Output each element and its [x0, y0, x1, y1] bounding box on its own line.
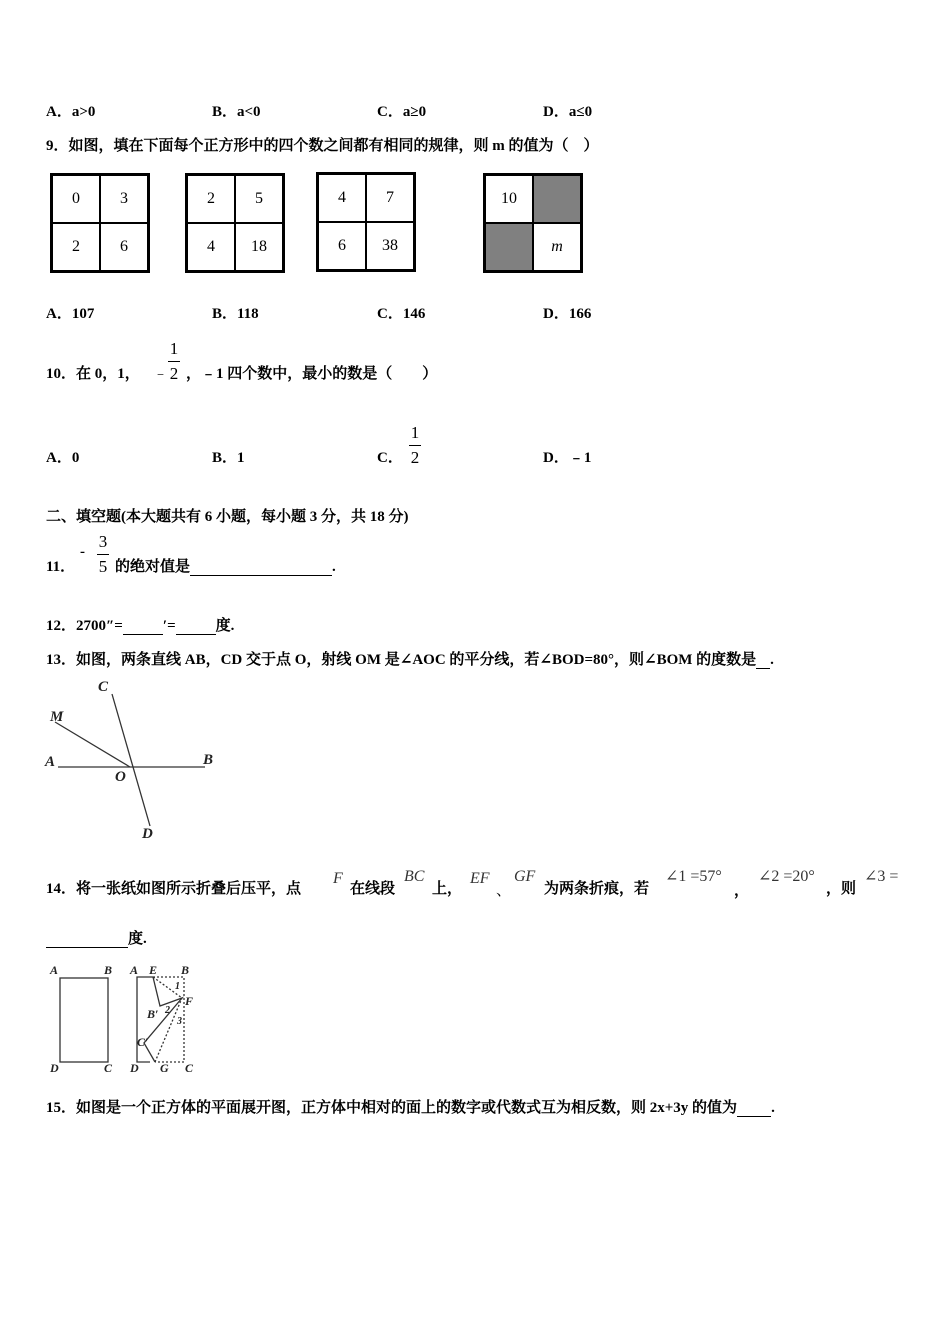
grid-cell: 4	[187, 223, 235, 271]
q12-part-b: ′=	[162, 618, 176, 634]
q14-separator: 、	[496, 883, 512, 899]
q14-part-5: ，则	[826, 881, 857, 897]
q14-comma: ，	[734, 883, 750, 899]
q14-figure	[60, 977, 184, 1062]
numerator: 3	[98, 532, 108, 551]
denominator: 2	[169, 364, 179, 383]
grid-cell: 10	[485, 175, 533, 223]
answer-blank[interactable]	[737, 1116, 771, 1117]
label-d: D	[142, 826, 153, 842]
q11-label: 的绝对值是	[115, 559, 191, 575]
grid-cell: 18	[235, 223, 283, 271]
label-c: C	[98, 679, 109, 695]
label-d: D	[50, 1061, 59, 1075]
label-b2: B	[181, 963, 190, 977]
label-b-prime: B′	[147, 1007, 159, 1021]
grid-cell-shaded	[485, 223, 533, 271]
grid-cell: 2	[187, 175, 235, 223]
grid-cell: 38	[366, 222, 414, 270]
q8-option-d: D．a≤0	[543, 104, 593, 120]
label-e: E	[149, 963, 158, 977]
label-c-prime: C′	[137, 1035, 149, 1049]
q10-prefix: 10．在 0，1，	[46, 366, 140, 382]
denominator: 2	[410, 448, 420, 467]
angle-2: 2	[165, 1005, 170, 1016]
q10-fraction	[168, 339, 180, 384]
q10-option-c-fraction	[409, 423, 421, 468]
label-g: G	[160, 1061, 169, 1075]
q9-grid-1	[50, 173, 150, 273]
fold-flaps	[144, 977, 182, 1062]
q11-minus: -	[80, 544, 85, 560]
q9-stem: 9．如图，填在下面每个正方形中的四个数之间都有相同的规律，则 m 的值为（ ）	[46, 138, 599, 154]
paper-rect	[60, 978, 108, 1062]
numerator: 1	[410, 423, 420, 442]
angle-1: 1	[175, 981, 180, 992]
q10-suffix: ，﹣1 四个数中，最小的数是（ ）	[186, 366, 438, 382]
label-o: O	[115, 769, 126, 785]
denominator: 5	[98, 557, 108, 576]
grid-cell: 7	[366, 174, 414, 222]
grid-cell: 4	[318, 174, 366, 222]
q14-angle-2: ∠2 =20°	[758, 868, 815, 885]
section-heading: 二、填空题(本大题共有 6 小题，每小题 3 分，共 18 分)	[46, 509, 409, 525]
label-d2: D	[130, 1061, 139, 1075]
grid-cell: 3	[100, 175, 148, 223]
answer-blank[interactable]	[756, 668, 770, 669]
period: .	[770, 652, 774, 668]
q8-option-c: C．a≥0	[377, 104, 427, 120]
q9-grid-2	[185, 173, 285, 273]
q12-text	[46, 617, 234, 635]
q14-answer-line	[46, 930, 147, 948]
label-c: C	[104, 1061, 113, 1075]
grid-cell: 5	[235, 175, 283, 223]
q12-part-a: 12．2700″=	[46, 618, 123, 634]
label-a2: A	[130, 963, 139, 977]
grid-cell: m	[533, 223, 581, 271]
period: .	[771, 1100, 775, 1116]
fold-creases	[153, 977, 184, 1062]
q14-part-3: 上，	[432, 881, 463, 897]
q14-crease-gf: GF	[514, 868, 536, 885]
grid-cell-shaded	[533, 175, 581, 223]
grid-cell: 2	[52, 223, 100, 271]
angle-3: 3	[177, 1016, 182, 1027]
q9-option-a: A．107	[46, 306, 95, 322]
label-a: A	[50, 963, 59, 977]
answer-blank[interactable]	[46, 947, 128, 948]
line-cd	[112, 694, 150, 826]
answer-blank-degrees[interactable]	[176, 634, 216, 635]
label-m: M	[50, 709, 64, 725]
label-b: B	[203, 752, 214, 768]
q12-part-c: 度.	[215, 618, 235, 634]
q9-grid-4	[483, 173, 583, 273]
q14-angle-3: ∠3 =	[864, 868, 899, 885]
q10-option-b: B．1	[212, 450, 245, 466]
q14-segment-bc: BC	[404, 868, 425, 885]
q10-option-c: C．	[377, 450, 403, 466]
q13-labels	[44, 679, 213, 842]
q11-fraction	[97, 532, 109, 577]
q15-text: 15．如图是一个正方体的平面展开图，正方体中相对的面上的数字或代数式互为相反数，则 2x+3y 的值为	[46, 1100, 738, 1116]
q14-angle-1: ∠1 =57°	[665, 868, 722, 885]
answer-blank-minutes[interactable]	[123, 634, 163, 635]
grid-cell: 0	[52, 175, 100, 223]
label-b: B	[104, 963, 113, 977]
answer-blank[interactable]	[190, 575, 332, 576]
folded-outline	[137, 977, 153, 1062]
ray-om	[55, 722, 130, 767]
q13-stem	[46, 651, 774, 669]
q15-stem	[46, 1099, 775, 1117]
q14-crease-ef: EF	[470, 870, 490, 887]
q14-point-f: F	[333, 870, 343, 887]
q13-figure	[55, 694, 205, 826]
q11-text	[115, 558, 336, 576]
period: .	[332, 559, 336, 575]
q10-option-a: A．0	[46, 450, 80, 466]
label-f: F	[185, 994, 194, 1008]
q13-text: 13．如图，两条直线 AB，CD 交于点 O，射线 OM 是∠AOC 的平分线，若∠BOD=80°，则∠BOM 的度数是	[46, 652, 757, 668]
q14-end: 度.	[128, 931, 147, 947]
label-a: A	[45, 754, 56, 770]
label-c2: C	[185, 1061, 194, 1075]
q11-number: 11．	[46, 559, 76, 575]
q8-option-a: A．a>0	[46, 104, 96, 120]
q10-minus: ﹣	[153, 366, 169, 382]
grid-cell: 6	[100, 223, 148, 271]
q14-part-4: 为两条折痕，若	[544, 881, 650, 897]
q9-option-d: D．166	[543, 306, 592, 322]
q10-option-d: D．﹣1	[543, 450, 592, 466]
q9-option-b: B．118	[212, 306, 259, 322]
q9-option-c: C．146	[377, 306, 426, 322]
q14-part-2: 在线段	[350, 881, 396, 897]
q8-option-b: B．a<0	[212, 104, 261, 120]
numerator: 1	[169, 339, 179, 358]
q9-grid-3	[316, 172, 416, 272]
q14-part-1: 14．将一张纸如图所示折叠后压平，点	[46, 881, 302, 897]
q14-fig-labels	[49, 963, 194, 1075]
grid-cell: 6	[318, 222, 366, 270]
